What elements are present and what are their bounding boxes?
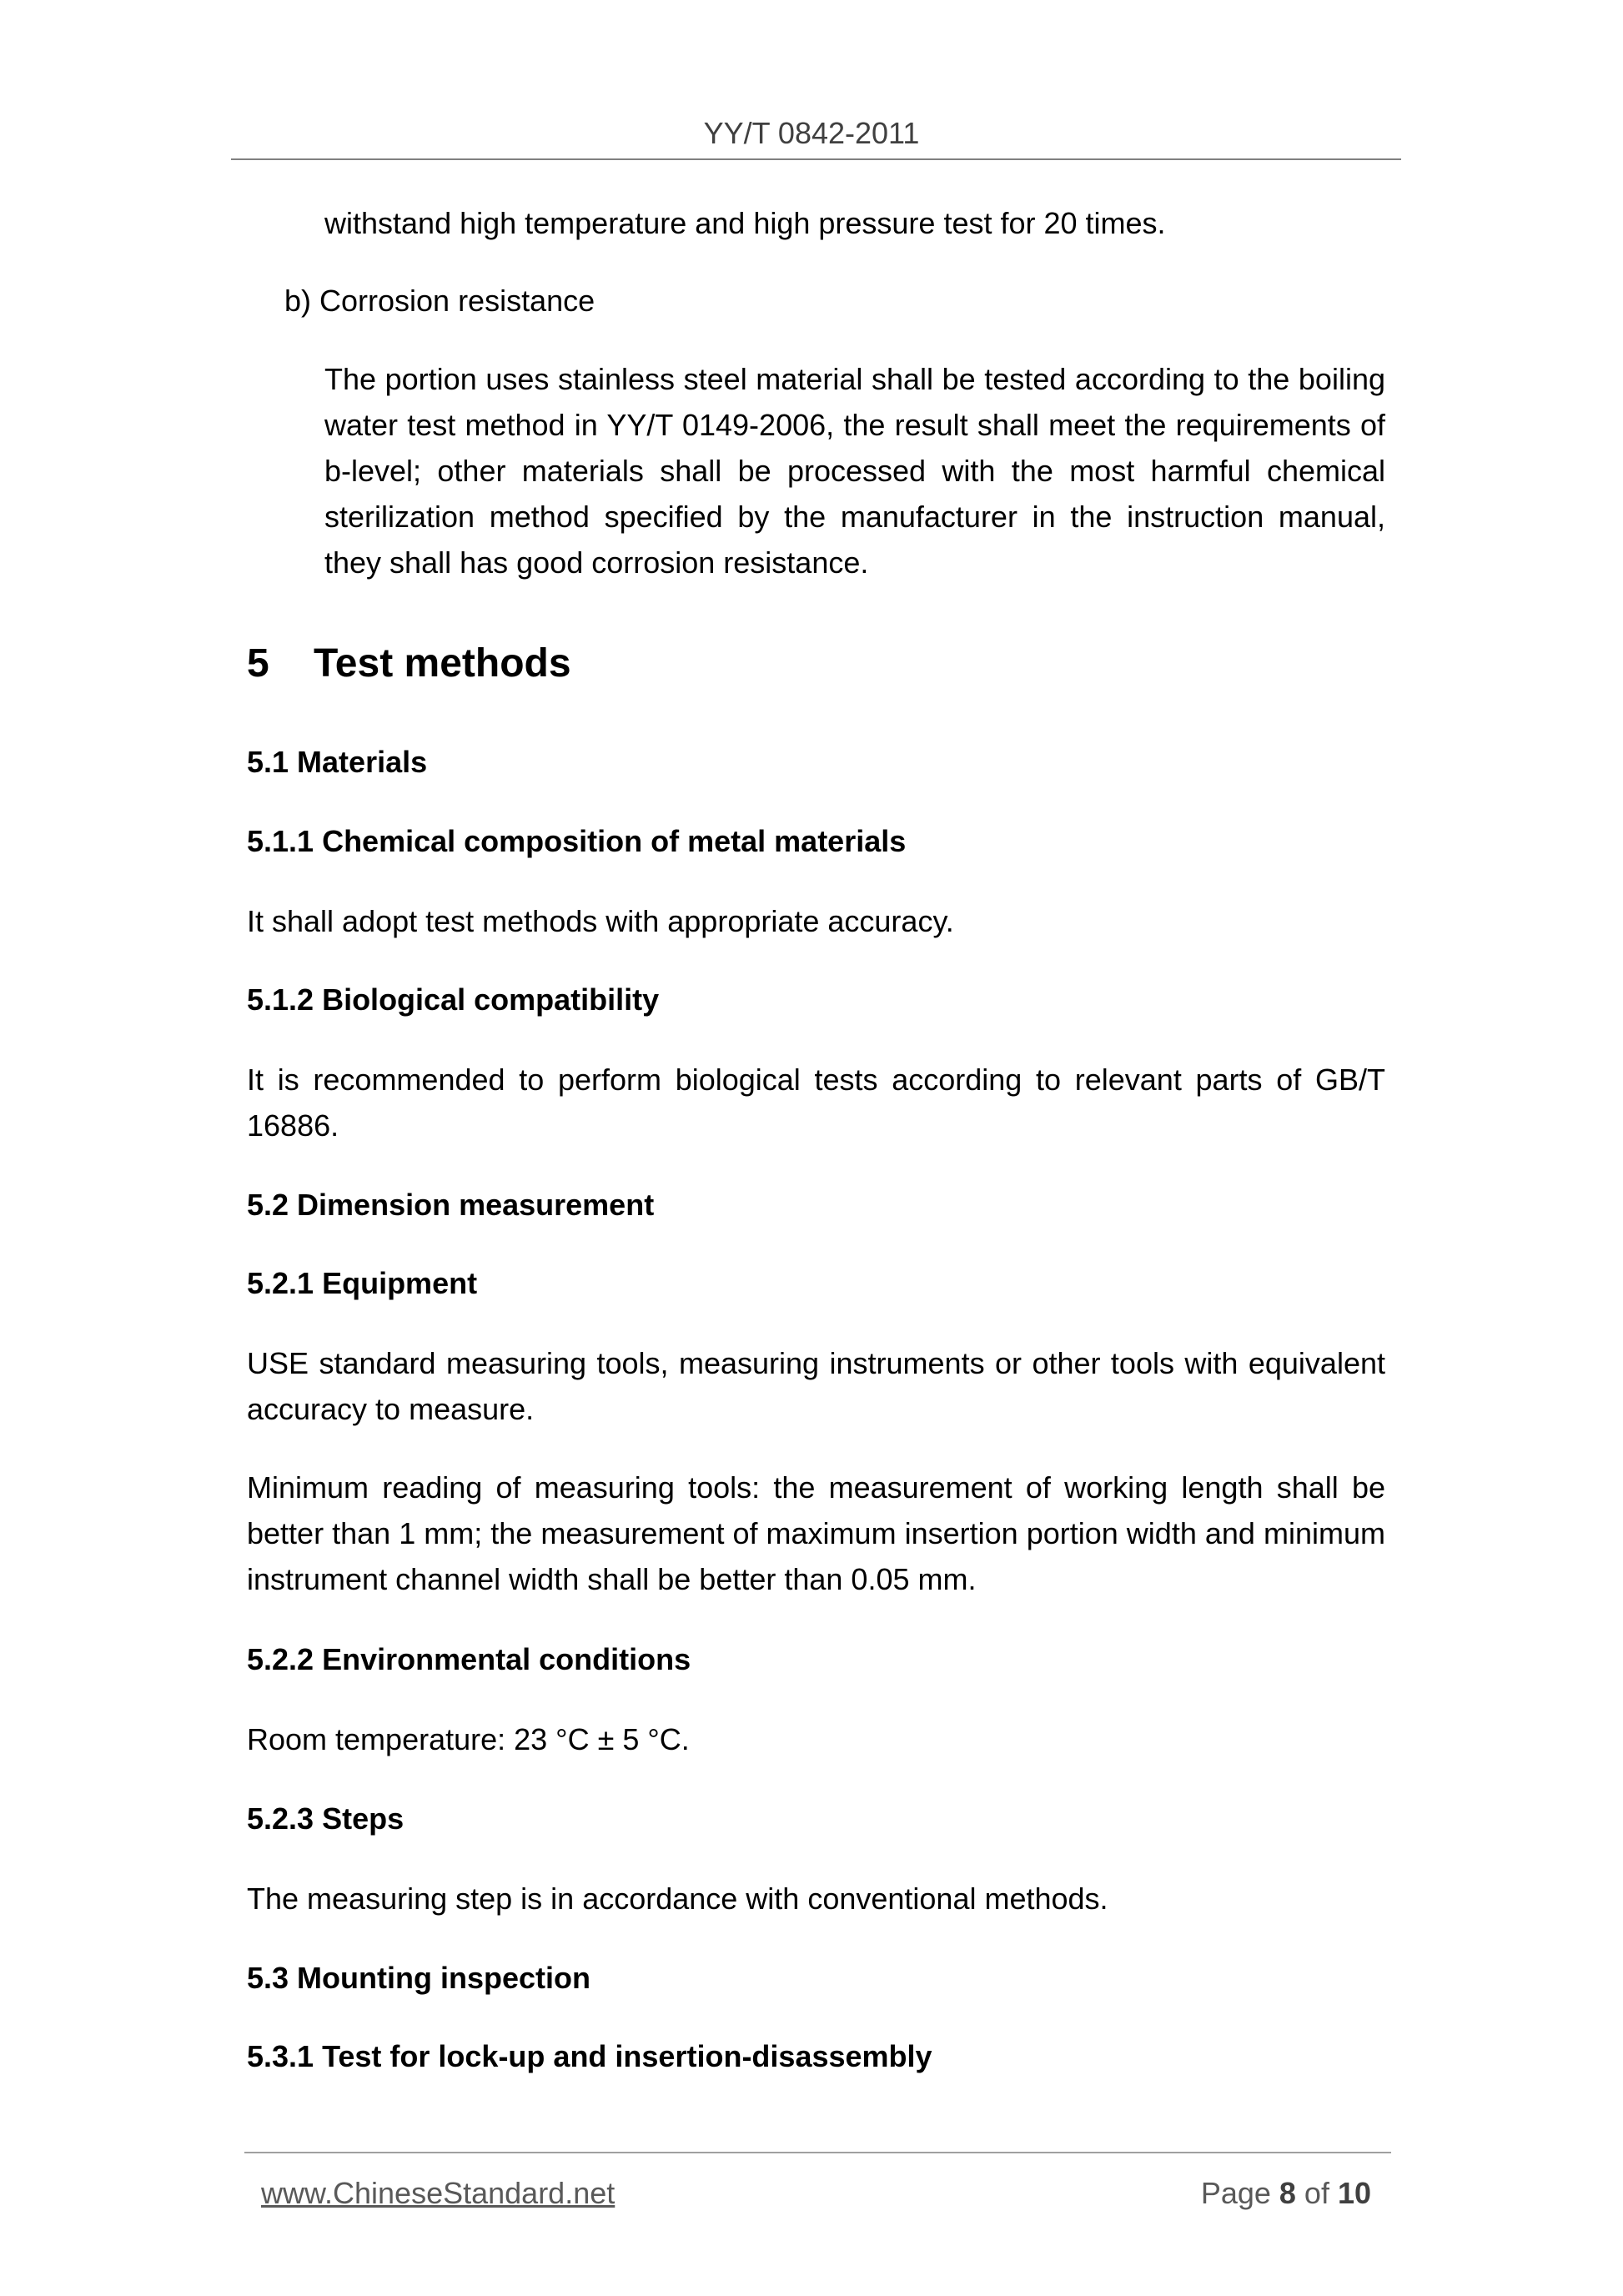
section-5-heading: 5 Test methods [247,641,571,686]
section-5-1-1-text: It shall adopt test methods with appropriate accuracy. [247,904,954,938]
list-item-b-text: The portion uses stainless steel material shall be tested according to the boiling water test method in YY/T 0149-2006, the result shall meet the requirements of b-level; other materials shall be processed with the most harmful chemical sterilization method specified by the manufacturer in the instruction manual, they shall has good corrosion resistance. [324,362,1385,580]
footer-page-prefix: Page [1200,2176,1279,2210]
section-5-2-1-heading: 5.2.1 Equipment [247,1266,478,1300]
section-5-2-1-text-2: Minimum reading of measuring tools: the measurement of working length shall be better than 1 mm; the measurement of maximum insertion portion width and minimum instrument channel width shall be better than 0.05 mm. [247,1470,1385,1596]
footer-page-number [1201,2175,1371,2212]
section-5-1-2-text: It is recommended to perform biological tests according to relevant parts of GB/T 16886. [247,1063,1385,1143]
footer-page-current: 8 [1279,2176,1296,2210]
section-5-2-1-text-1: USE standard measuring tools, measuring instruments or other tools with equivalent accuracy to measure. [247,1346,1385,1426]
section-5-2-2-text: Room temperature: 23 °C ± 5 °C. [247,1722,690,1756]
section-5-1-2-heading: 5.1.2 Biological compatibility [247,982,660,1017]
section-5-1-1-heading: 5.1.1 Chemical composition of metal materials [247,824,907,858]
continued-paragraph: withstand high temperature and high pressure test for 20 times. [324,206,1166,240]
list-item-b-label: b) Corrosion resistance [284,284,595,318]
section-5-2-3-heading: 5.2.3 Steps [247,1801,404,1836]
footer-page-mid: of [1295,2176,1338,2210]
section-5-2-heading: 5.2 Dimension measurement [247,1188,655,1222]
section-5-3-1-heading: 5.3.1 Test for lock-up and insertion-disassembly [247,2039,932,2073]
footer-divider [244,2152,1391,2153]
header-standard-number: YY/T 0842-2011 [703,116,920,150]
footer-website-link[interactable]: www.ChineseStandard.net [261,2176,616,2210]
header-divider [231,158,1401,160]
section-5-1-heading: 5.1 Materials [247,745,428,779]
section-5-2-2-heading: 5.2.2 Environmental conditions [247,1642,691,1676]
footer-page-total: 10 [1337,2176,1371,2210]
section-5-3-heading: 5.3 Mounting inspection [247,1961,590,1995]
section-5-2-3-text: The measuring step is in accordance with conventional methods. [247,1882,1108,1916]
